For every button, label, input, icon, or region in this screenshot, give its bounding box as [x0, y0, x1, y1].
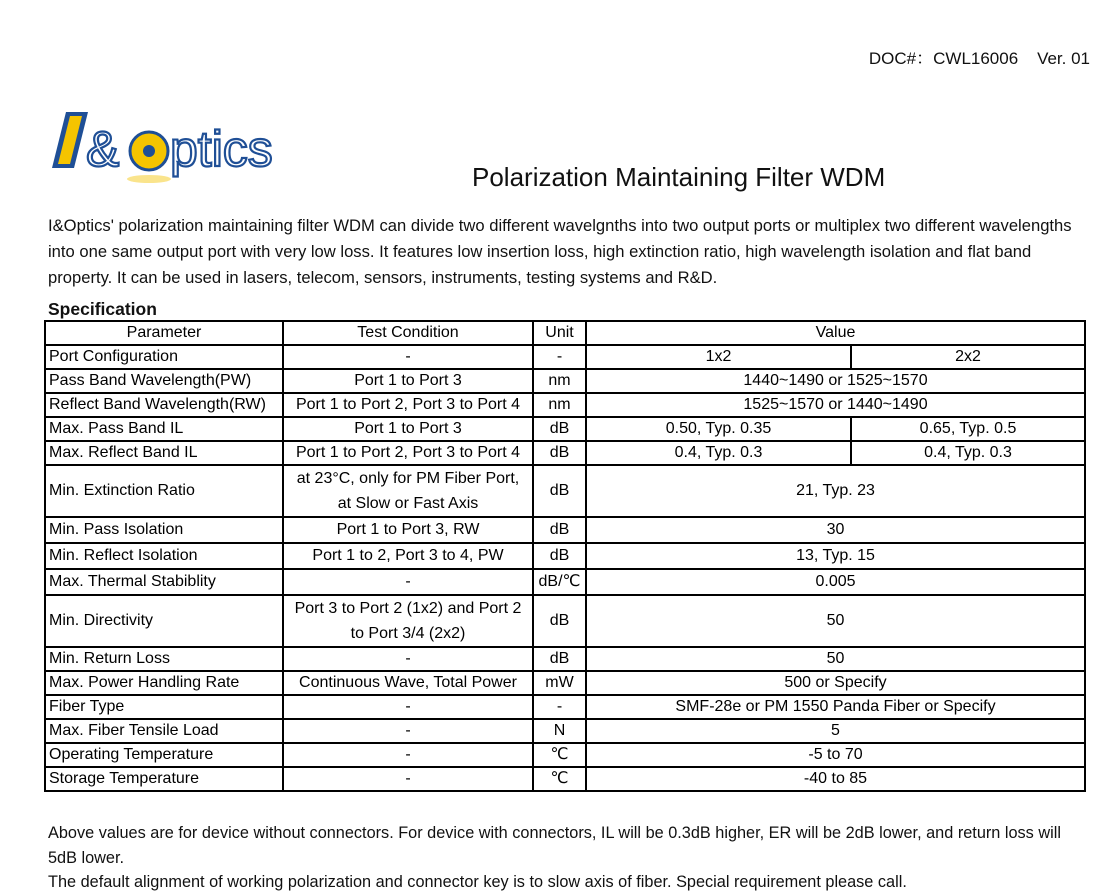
- value-cell: 21, Typ. 23: [586, 465, 1085, 517]
- value-cell-1x2: 1x2: [586, 345, 851, 369]
- value-cell: 500 or Specify: [586, 671, 1085, 695]
- param-cell: Pass Band Wavelength(PW): [45, 369, 283, 393]
- condition-cell: Port 1 to Port 3, RW: [283, 517, 533, 543]
- table-row: [45, 417, 1085, 441]
- header-parameter: Parameter: [45, 321, 283, 345]
- param-cell: Min. Directivity: [45, 595, 283, 647]
- value-cell-2x2: 0.65, Typ. 0.5: [851, 417, 1085, 441]
- unit-cell: mW: [533, 671, 586, 695]
- value-cell-1x2: 0.4, Typ. 0.3: [586, 441, 851, 465]
- condition-cell: Port 1 to Port 3: [283, 417, 533, 441]
- value-cell-1x2: 0.50, Typ. 0.35: [586, 417, 851, 441]
- condition-cell: Port 1 to Port 2, Port 3 to Port 4: [283, 393, 533, 417]
- document-number: DOC#：CWL16006 Ver. 01: [868, 49, 1090, 68]
- condition-cell: Port 1 to 2, Port 3 to 4, PW: [283, 543, 533, 569]
- condition-cell: -: [283, 647, 533, 671]
- condition-cell: -: [283, 345, 533, 369]
- unit-cell: dB: [533, 417, 586, 441]
- unit-cell: ℃: [533, 767, 586, 791]
- document-title: Polarization Maintaining Filter WDM: [472, 162, 886, 192]
- value-cell: 1525~1570 or 1440~1490: [586, 393, 1085, 417]
- unit-cell: dB: [533, 465, 586, 517]
- unit-cell: -: [533, 345, 586, 369]
- param-cell: Max. Pass Band IL: [45, 417, 283, 441]
- param-cell: Max. Thermal Stabiblity: [45, 569, 283, 595]
- value-cell: 50: [586, 595, 1085, 647]
- param-cell: Min. Return Loss: [45, 647, 283, 671]
- specification-table: [44, 320, 1086, 792]
- param-cell: Operating Temperature: [45, 743, 283, 767]
- unit-cell: dB: [533, 543, 586, 569]
- value-cell: -5 to 70: [586, 743, 1085, 767]
- specification-heading: Specification: [48, 299, 157, 319]
- condition-cell: -: [283, 743, 533, 767]
- logo-i-mark: [52, 112, 88, 168]
- value-cell: 50: [586, 647, 1085, 671]
- table-header-row: [45, 321, 1085, 345]
- condition-cell: at 23°C, only for PM Fiber Port, at Slow or Fast Axis: [283, 465, 533, 517]
- param-cell: Min. Extinction Ratio: [45, 465, 283, 517]
- condition-cell: -: [283, 569, 533, 595]
- unit-cell: dB/℃: [533, 569, 586, 595]
- table-row: [45, 719, 1085, 743]
- value-cell-2x2: 0.4, Typ. 0.3: [851, 441, 1085, 465]
- table-row: [45, 465, 1085, 517]
- unit-cell: dB: [533, 517, 586, 543]
- logo-ptics-text: ptics: [170, 121, 273, 177]
- condition-cell: -: [283, 767, 533, 791]
- param-cell: Port Configuration: [45, 345, 283, 369]
- param-cell: Storage Temperature: [45, 767, 283, 791]
- header-test-condition: Test Condition: [283, 321, 533, 345]
- param-cell: Max. Power Handling Rate: [45, 671, 283, 695]
- header-value: Value: [586, 321, 1085, 345]
- table-row: [45, 671, 1085, 695]
- table-row: [45, 743, 1085, 767]
- value-cell: 13, Typ. 15: [586, 543, 1085, 569]
- table-row: [45, 441, 1085, 465]
- table-row: [45, 647, 1085, 671]
- unit-cell: -: [533, 695, 586, 719]
- value-cell: 5: [586, 719, 1085, 743]
- unit-cell: nm: [533, 369, 586, 393]
- value-cell-2x2: 2x2: [851, 345, 1085, 369]
- footnote-alignment: The default alignment of working polarization and connector key is to slow axis of fiber. Special requirement please call.: [48, 873, 907, 891]
- table-row: [45, 595, 1085, 647]
- param-cell: Max. Fiber Tensile Load: [45, 719, 283, 743]
- condition-cell: Port 1 to Port 2, Port 3 to Port 4: [283, 441, 533, 465]
- condition-cell: Continuous Wave, Total Power: [283, 671, 533, 695]
- unit-cell: dB: [533, 441, 586, 465]
- condition-cell: Port 3 to Port 2 (1x2) and Port 2 to Port 3/4 (2x2): [283, 595, 533, 647]
- footnote-connectors: Above values are for device without connectors. For device with connectors, IL will be 0.3dB higher, ER will be 2dB lower, and return loss will 5dB lower.: [48, 824, 1061, 867]
- footnotes: [48, 821, 1088, 895]
- table-row: [45, 695, 1085, 719]
- param-cell: Reflect Band Wavelength(RW): [45, 393, 283, 417]
- value-cell: 0.005: [586, 569, 1085, 595]
- table-row: [45, 393, 1085, 417]
- table-row: [45, 543, 1085, 569]
- param-cell: Max. Reflect Band IL: [45, 441, 283, 465]
- table-row: [45, 767, 1085, 791]
- param-cell: Min. Reflect Isolation: [45, 543, 283, 569]
- condition-cell: -: [283, 719, 533, 743]
- value-cell: -40 to 85: [586, 767, 1085, 791]
- unit-cell: nm: [533, 393, 586, 417]
- value-cell: SMF-28e or PM 1550 Panda Fiber or Specify: [586, 695, 1085, 719]
- param-cell: Fiber Type: [45, 695, 283, 719]
- table-row: [45, 569, 1085, 595]
- param-cell: Min. Pass Isolation: [45, 517, 283, 543]
- condition-cell: -: [283, 695, 533, 719]
- value-cell: 1440~1490 or 1525~1570: [586, 369, 1085, 393]
- logo-o-mark: [127, 132, 171, 183]
- table-row: [45, 369, 1085, 393]
- table-row: [45, 345, 1085, 369]
- unit-cell: N: [533, 719, 586, 743]
- intro-paragraph: I&Optics' polarization maintaining filter WDM can divide two different wavelgnths into two output ports or multiplex two different wavelengths into one same output port with very low loss. It features low insertion loss, high extinction ratio, high wavelength isolation and flat band property. It can be used in lasers, telecom, sensors, instruments, testing systems and R&D.: [48, 216, 1072, 287]
- value-cell: 30: [586, 517, 1085, 543]
- logo-ampersand: &: [86, 121, 120, 177]
- table-row: [45, 517, 1085, 543]
- unit-cell: ℃: [533, 743, 586, 767]
- unit-cell: dB: [533, 595, 586, 647]
- header-unit: Unit: [533, 321, 586, 345]
- condition-cell: Port 1 to Port 3: [283, 369, 533, 393]
- unit-cell: dB: [533, 647, 586, 671]
- company-logo: [48, 108, 308, 192]
